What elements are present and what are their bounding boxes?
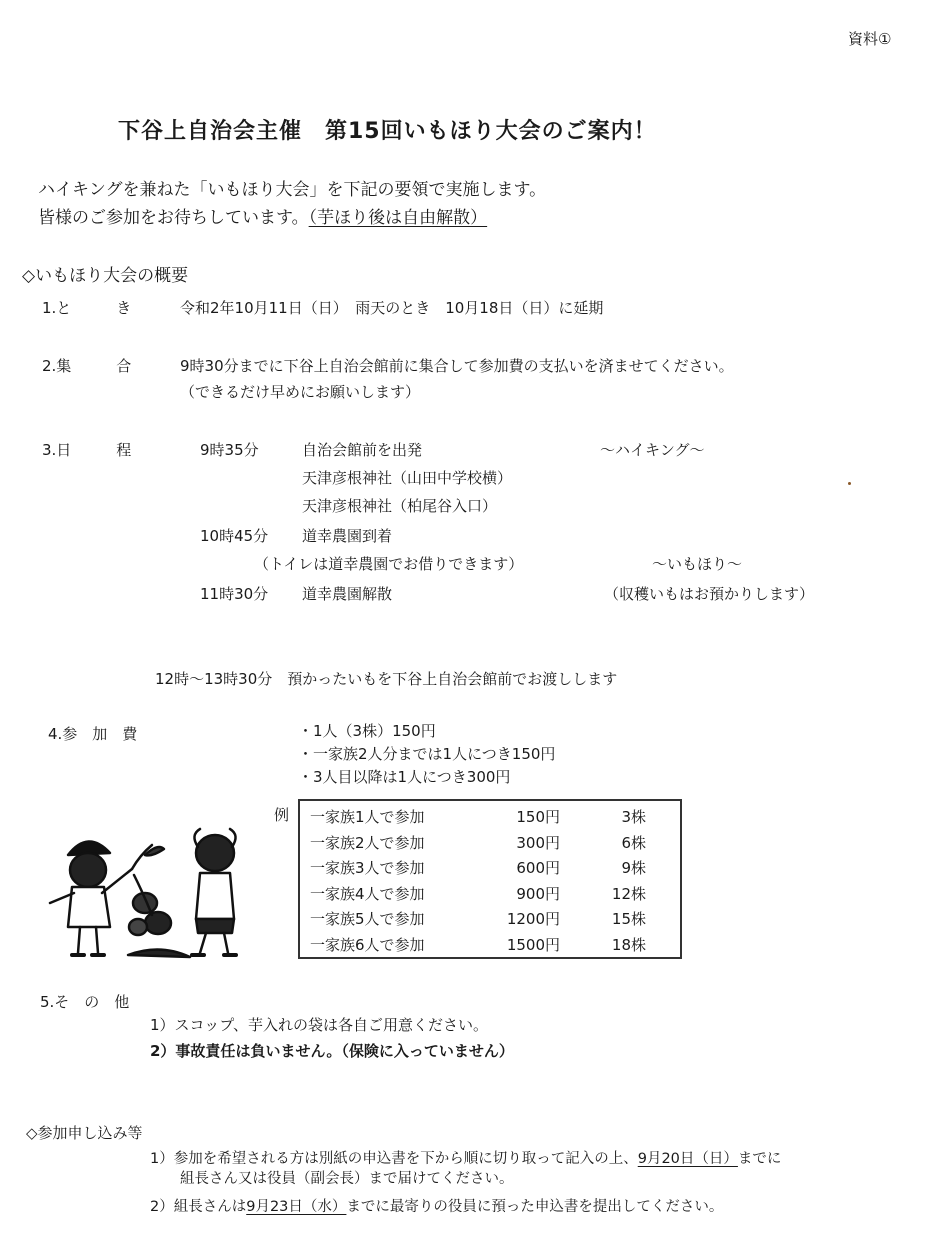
application-note-2-text: 2）組長さんは (150, 1199, 247, 1215)
schedule-label: 3.日 程 (42, 441, 132, 459)
fee-line: ・1人（3株）150円 (298, 722, 436, 740)
family-cell: 一家族6人で参加 (310, 935, 425, 954)
application-note-1 (150, 1150, 781, 1168)
others-label: 5.そ の 他 (40, 993, 130, 1011)
assembly-label: 2.集 合 (42, 357, 132, 375)
family-cell: 一家族4人で参加 (310, 884, 425, 903)
schedule-event: 道幸農園到着 (302, 527, 393, 545)
application-note-1-text: 1）参加を希望される方は別紙の申込書を下から順に切り取って記入の上、 (150, 1151, 638, 1167)
price-cell: 1500円 (506, 935, 560, 954)
schedule-event: 天津彦根神社（山田中学校横） (302, 469, 513, 487)
application-note-1-line-2: 組長さん又は役員（副会長）まで届けてください。 (180, 1171, 514, 1187)
stock-cell: 9株 (621, 859, 646, 878)
schedule-note: （収穫いもはお預かりします） (604, 585, 815, 603)
date-value: 令和2年10月11日（日） 雨天のとき 10月18日（日）に延期 (180, 299, 604, 317)
fee-line: ・一家族2人分までは1人につき150円 (298, 745, 556, 763)
schedule-event: 道幸農園解散 (302, 585, 393, 603)
stock-cell: 3株 (621, 808, 646, 827)
scan-speck (848, 482, 851, 485)
family-cell: 一家族5人で参加 (310, 910, 425, 929)
table-row (300, 830, 680, 856)
family-cell: 一家族2人で参加 (310, 833, 425, 852)
others-note: 1）スコップ、芋入れの袋は各自ご用意ください。 (150, 1016, 489, 1034)
others-note: 2）事故責任は負いません。（保険に入っていません） (150, 1042, 514, 1060)
price-cell: 300円 (516, 833, 560, 852)
application-note-1-tail: までに (737, 1151, 782, 1167)
schedule-note: ～いもほり～ (652, 555, 743, 573)
family-cell: 一家族3人で参加 (310, 859, 425, 878)
children-potato-digging-illustration (40, 815, 260, 965)
application-note-2-tail: までに最寄りの役員に預った申込書を提出してください。 (346, 1199, 724, 1215)
schedule-note: ～ハイキング～ (600, 441, 705, 459)
schedule-time: 11時30分 (200, 585, 269, 603)
intro-line-2-text: 皆様のご参加をお待ちしています。 (38, 208, 309, 228)
price-cell: 600円 (516, 859, 560, 878)
price-cell: 150円 (516, 808, 560, 827)
schedule-event: 自治会館前を出発 (302, 441, 423, 459)
stock-cell: 12株 (611, 884, 646, 903)
table-row (300, 804, 680, 830)
intro-line-1: ハイキングを兼ねた「いもほり大会」を下記の要領で実施します。 (38, 180, 547, 200)
intro-free-dismissal: （芋ほり後は自由解散） (308, 208, 488, 228)
leader-deadline: 9月23日（水） (246, 1199, 347, 1215)
schedule-event: 天津彦根神社（柏尾谷入口） (302, 497, 498, 515)
fee-line: ・3人目以降は1人につき300円 (298, 768, 511, 786)
assembly-note: （できるだけ早めにお願いします） (180, 383, 421, 401)
fee-label: 4.参 加 費 (48, 725, 138, 743)
document-label: 資料① (848, 30, 892, 48)
stock-cell: 18株 (611, 935, 646, 954)
example-label: 例 (274, 806, 290, 824)
family-cell: 一家族1人で参加 (310, 808, 425, 827)
pickup-info: 12時～13時30分 預かったいもを下谷上自治会館前でお渡しします (155, 670, 618, 688)
stock-cell: 6株 (621, 833, 646, 852)
fee-example-table (298, 799, 682, 959)
assembly-value: 9時30分までに下谷上自治会館前に集合して参加費の支払いを済ませてください。 (180, 357, 734, 375)
schedule-event: （トイレは道幸農園でお借りできます） (254, 555, 524, 573)
price-cell: 900円 (516, 884, 560, 903)
overview-heading: ◇いもほり大会の概要 (22, 266, 189, 286)
table-row (300, 906, 680, 932)
schedule-time: 9時35分 (200, 441, 259, 459)
application-note-2 (150, 1198, 723, 1216)
stock-cell: 15株 (611, 910, 646, 929)
application-deadline: 9月20日（日） (637, 1151, 738, 1167)
price-cell: 1200円 (506, 910, 560, 929)
page-title: 下谷上自治会主催 第15回いもほり大会のご案内！ (118, 119, 657, 144)
application-heading: ◇参加申し込み等 (26, 1124, 143, 1142)
table-row (300, 855, 680, 881)
schedule-time: 10時45分 (200, 527, 269, 545)
table-row (300, 932, 680, 958)
intro-line-2 (38, 208, 487, 229)
date-label: 1.と き (42, 299, 132, 317)
table-row (300, 881, 680, 907)
